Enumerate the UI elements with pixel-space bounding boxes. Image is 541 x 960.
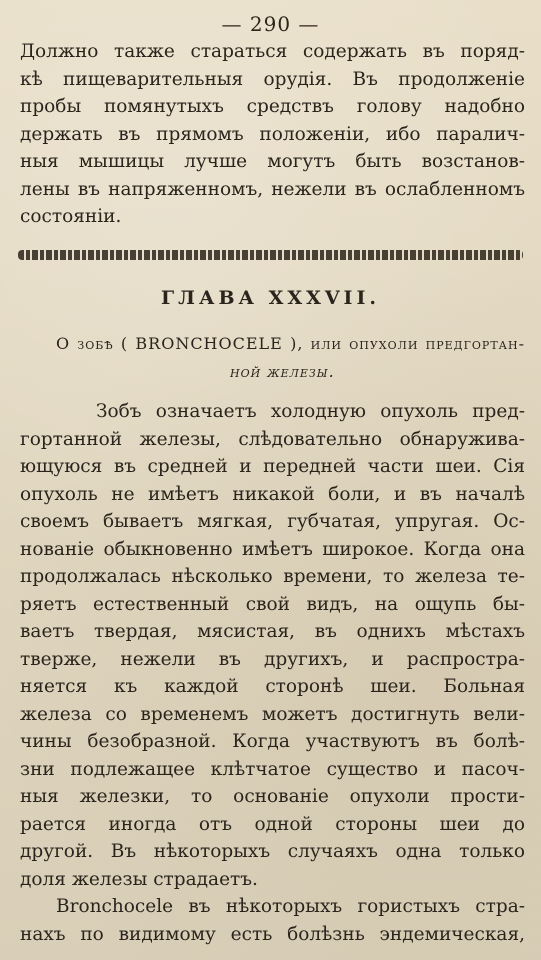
text-line: Зобъ означаетъ холодную опухоль пред- xyxy=(96,401,525,422)
text-line: ваетъ твердая, мясистая, въ однихъ мѣстахъ xyxy=(20,621,525,642)
text-line: Bronchocele въ нѣкоторыхъ гористыхъ стра- xyxy=(56,896,525,917)
text-line: Должно также стараться содержать въ поряд- xyxy=(20,41,525,62)
subheading-line: ной железы. xyxy=(230,361,335,381)
text-line: лены въ напряженномъ, нежели въ ослабленномъ xyxy=(20,178,525,200)
intro-paragraph xyxy=(20,38,525,231)
text-line: ныя железки, то основаніе опухоли прости- xyxy=(20,786,525,807)
text-line: состояніи. xyxy=(20,206,122,227)
subheading-line: О зобѣ ( BRONCHOCELE ), или опухоли предгортан- xyxy=(56,334,525,353)
text-line: рается иногда отъ одной стороны шеи до xyxy=(20,813,525,835)
chapter-title: ГЛАВА XXXVII. xyxy=(161,287,380,309)
text-line: ющуюся въ средней и передней части шеи. Сія xyxy=(20,456,525,477)
text-line: другой. Въ нѣкоторыхъ случаяхъ одна только xyxy=(20,841,525,862)
text-line: зни подлежащее клѣтчатое существо и пасоч- xyxy=(20,758,525,780)
text-line: пробы помянутыхъ средствъ голову надобно xyxy=(20,96,525,117)
text-line: своемъ бываетъ мягкая, губчатая, упругая. Ос- xyxy=(20,511,525,532)
text-line: держать въ прямомъ положеніи, ибо паралич- xyxy=(20,123,525,145)
text-line: продолжалась нѣсколько времени, то железа те- xyxy=(20,566,525,587)
text-line: доля железы страдаетъ. xyxy=(20,868,258,890)
text-line: гортанной железы, слѣдовательно обнаруживa- xyxy=(20,428,525,450)
text-line: няется къ каждой сторонѣ шеи. Больная xyxy=(20,676,525,697)
ornamental-divider xyxy=(18,250,523,260)
chapter-subheading xyxy=(20,330,525,385)
text-line: нованіе обыкновенно имѣетъ широкое. Когда она xyxy=(20,538,525,560)
text-line: кѣ пищеварительныя орудія. Въ продолженіе xyxy=(20,68,525,90)
text-line: чины безобразной. Когда участвуютъ въ болѣ- xyxy=(20,731,525,752)
text-line: нахъ по видимому есть болѣзнь эндемическая, xyxy=(20,923,525,945)
text-line: ряетъ естественный свой видъ, на ощупь бы- xyxy=(20,593,525,615)
body-paragraph xyxy=(20,398,525,948)
text-line: тверже, нежели въ другихъ, и распростра- xyxy=(20,648,525,670)
page-number: — 290 — xyxy=(221,12,320,36)
text-line: ныя мышицы лучше могутъ быть возстанов- xyxy=(20,151,525,172)
text-line: опухоль не имѣетъ никакой боли, и въ началѣ xyxy=(20,483,525,505)
text-line: железа со временемъ можетъ достигнуть вели- xyxy=(20,703,525,725)
